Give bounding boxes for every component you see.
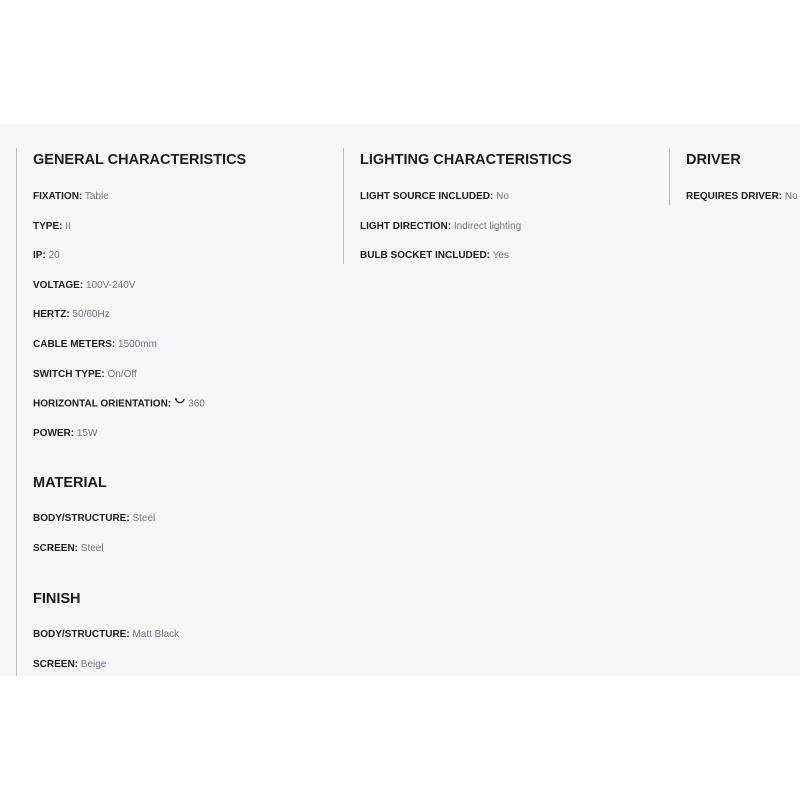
spec-value: Indirect lighting — [453, 220, 522, 232]
spec-label: POWER: — [33, 427, 75, 439]
spec-value: Steel — [132, 512, 156, 524]
spec-label: SCREEN: — [33, 542, 79, 554]
spec-label: TYPE: — [33, 220, 63, 232]
spec-row-type — [33, 217, 343, 237]
lighting-column — [343, 148, 669, 264]
general-column — [16, 148, 343, 676]
spec-value: Steel — [80, 542, 104, 554]
spec-label: SCREEN: — [33, 658, 79, 670]
finish-heading: FINISH — [33, 590, 81, 607]
spec-label: IP: — [33, 250, 46, 262]
spec-value: Table — [84, 191, 109, 202]
material-heading: MATERIAL — [33, 474, 107, 491]
spec-row-bulb-socket — [360, 246, 669, 266]
driver-column — [669, 148, 800, 205]
driver-heading: DRIVER — [686, 152, 741, 168]
spec-value: Matt Black — [132, 628, 180, 640]
spec-row-ip — [33, 246, 343, 266]
spec-value: 360 — [188, 398, 205, 410]
spec-label: LIGHT SOURCE INCLUDED: — [360, 191, 494, 202]
lighting-characteristics-heading: LIGHTING CHARACTERISTICS — [360, 152, 572, 168]
spec-label: FIXATION: — [33, 191, 83, 202]
spec-row-material-screen — [33, 539, 343, 559]
spec-row-horizontal-orientation — [33, 394, 343, 414]
spec-label: BODY/STRUCTURE: — [33, 628, 130, 640]
spec-value: No — [784, 191, 798, 202]
spec-row-power — [33, 424, 343, 444]
spec-value: Beige — [80, 658, 107, 670]
spec-value: 100V-240V — [85, 279, 136, 291]
spec-row-cable-meters — [33, 335, 343, 355]
spec-label: LIGHT DIRECTION: — [360, 220, 452, 232]
spec-row-light-source — [360, 187, 669, 207]
spec-value: 20 — [48, 250, 60, 262]
characteristics-panel — [0, 124, 800, 676]
spec-value: II — [65, 220, 71, 232]
rotate-icon — [174, 394, 186, 414]
spec-value: No — [496, 191, 509, 202]
spec-row-switch-type — [33, 365, 343, 385]
spec-value: 15W — [76, 427, 98, 439]
spec-row-finish-screen — [33, 655, 343, 675]
spec-row-finish-body — [33, 625, 343, 645]
spec-row-fixation — [33, 187, 343, 207]
spec-label: VOLTAGE: — [33, 279, 84, 291]
spec-row-material-body — [33, 509, 343, 529]
general-characteristics-heading: GENERAL CHARACTERISTICS — [33, 152, 247, 168]
spec-label: BULB SOCKET INCLUDED: — [360, 250, 490, 262]
spec-value: Yes — [492, 250, 509, 262]
spec-row-hertz — [33, 305, 343, 325]
spec-label: CABLE METERS: — [33, 338, 116, 350]
spec-label: BODY/STRUCTURE: — [33, 512, 130, 524]
spec-row-voltage — [33, 276, 343, 296]
spec-value: 1500mm — [118, 338, 157, 350]
spec-label: REQUIRES DRIVER: — [686, 191, 783, 202]
spec-row-requires-driver — [686, 187, 800, 207]
spec-value: 50/60Hz — [72, 309, 110, 321]
spec-value: On/Off — [107, 368, 137, 380]
spec-label: HERTZ: — [33, 309, 70, 321]
spec-label: HORIZONTAL ORIENTATION: — [33, 398, 172, 410]
spec-label: SWITCH TYPE: — [33, 368, 105, 380]
spec-row-light-direction — [360, 217, 669, 237]
